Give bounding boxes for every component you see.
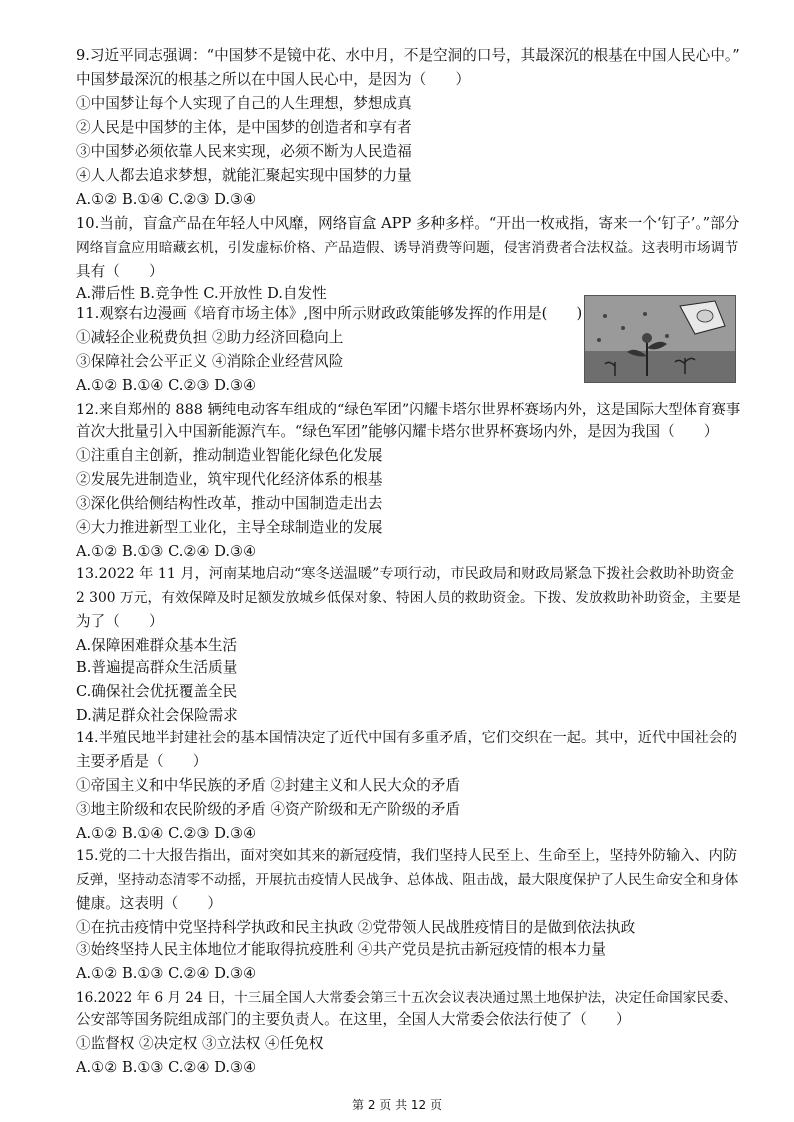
q14-stem-line1: 14.半殖民地半封建社会的基本国情决定了近代中国有多重矛盾，它们交织在一起。其中，近代中国社会的 <box>76 730 738 746</box>
q9-option-4: ④人人都去追求梦想，就能汇聚起实现中国梦的力量 <box>76 167 412 184</box>
q13-stem-line2: 2 300 万元，有效保障及时足额发放城乡低保对象、特困人员的救助资金。下拨、发放救助补助资金，主要是 <box>76 590 741 606</box>
q14-option-row1: ①帝国主义和中华民族的矛盾 ②封建主义和人民大众的矛盾 <box>76 777 461 794</box>
q15-stem-line2: 反弹，坚持动态清零不动摇，开展抗击疫情人民战争、总体战、阻击战，最大限度保护了人民生命安全和身体 <box>76 872 739 888</box>
q9-option-1: ①中国梦让每个人实现了自己的人生理想，梦想成真 <box>76 95 412 112</box>
q13-option-a: A.保障困难群众基本生活 <box>76 637 238 654</box>
q15-option-row1: ①在抗击疫情中党坚持科学执政和民主执政 ②党带领人民战胜疫情目的是做到依法执政 <box>76 919 636 936</box>
q11-option-row1: ①减轻企业税费负担 ②助力经济回稳向上 <box>76 329 344 346</box>
q10-stem-line3: 具有（ ） <box>76 263 164 280</box>
q16-stem-line2: 公安部等国务院组成部门的主要负责人。在这里，全国人大常委会依法行使了（ ） <box>76 1011 631 1028</box>
q9-option-3: ③中国梦必须依靠人民来实现，必须不断为人民造福 <box>76 143 412 160</box>
q15-stem-line1: 15.党的二十大报告指出，面对突如其来的新冠疫情，我们坚持人民至上、生命至上，坚持外防输入、内防 <box>76 848 738 864</box>
q10-stem-line2: 网络盲盒应用暗藏玄机，引发虚标价格、产品造假、诱导消费等问题，侵害消费者合法权益。这表明市场调节 <box>76 240 739 256</box>
q15-answers: A.①② B.①③ C.②④ D.③④ <box>76 965 257 982</box>
q9-option-2: ②人民是中国梦的主体，是中国梦的创造者和享有者 <box>76 119 412 136</box>
q10-stem-line1: 10.当前，盲盒产品在年轻人中风靡，网络盲盒 APP 多种多样。“开出一枚戒指，寄来一个‘钉子’。”部分 <box>76 215 740 232</box>
q12-option-4: ④大力推进新型工业化，主导全球制造业的发展 <box>76 519 383 536</box>
q13-option-b: B.普遍提高群众生活质量 <box>76 659 238 676</box>
q12-answers: A.①② B.①③ C.②④ D.③④ <box>76 543 257 560</box>
q10-answers: A.滞后性 B.竞争性 C.开放性 D.自发性 <box>76 285 327 302</box>
q16-options: ①监督权 ②决定权 ③立法权 ④任免权 <box>76 1035 324 1052</box>
q14-option-row2: ③地主阶级和农民阶级的矛盾 ④资产阶级和无产阶级的矛盾 <box>76 801 461 818</box>
cartoon-illustration <box>585 296 735 382</box>
q11-stem: 11.观察右边漫画《培育市场主体》,图中所示财政政策能够发挥的作用是( ) <box>76 305 583 322</box>
q12-stem-line2: 首次大批量引入中国新能源汽车。“绿色军团”能够闪耀卡塔尔世界杯赛场内外，是因为我国（ ） <box>76 423 719 440</box>
q14-stem-line2: 主要矛盾是（ ） <box>76 753 208 770</box>
q13-option-c: C.确保社会优抚覆盖全民 <box>76 683 238 700</box>
q13-stem-line3: 为了（ ） <box>76 613 164 630</box>
page-number-footer: 第 2 页 共 12 页 <box>352 1098 442 1112</box>
q12-option-2: ②发展先进制造业，筑牢现代化经济体系的根基 <box>76 471 383 488</box>
q9-stem-line1: 9.习近平同志强调：“中国梦不是镜中花、水中月，不是空洞的口号，其最深沉的根基在中国人民心中。” <box>76 47 740 64</box>
q9-stem-line2: 中国梦最深沉的根基之所以在中国人民心中，是因为（ ） <box>76 71 471 88</box>
q11-answers: A.①② B.①④ C.②③ D.③④ <box>76 377 257 394</box>
q14-answers: A.①② B.①④ C.②③ D.③④ <box>76 825 257 842</box>
q15-stem-line3: 健康。这表明（ ） <box>76 895 222 912</box>
q16-stem-line1: 16.2022 年 6 月 24 日，十三届全国人大常委会第三十五次会议表决通过黑土地保护法，决定任命国家民委、 <box>76 990 738 1006</box>
q13-option-d: D.满足群众社会保险需求 <box>76 707 238 724</box>
q12-option-3: ③深化供给侧结构性改革，推动中国制造走出去 <box>76 495 383 512</box>
q16-answers: A.①② B.①③ C.②④ D.③④ <box>76 1059 257 1076</box>
q12-option-1: ①注重自主创新，推动制造业智能化绿色化发展 <box>76 447 383 464</box>
q9-answers: A.①② B.①④ C.②③ D.③④ <box>76 191 257 208</box>
q15-option-row2: ③始终坚持人民主体地位才能取得抗疫胜利 ④共产党员是抗击新冠疫情的根本力量 <box>76 941 607 958</box>
q11-option-row2: ③保障社会公平正义 ④消除企业经营风险 <box>76 353 344 370</box>
q12-stem-line1: 12.来自郑州的 888 辆纯电动客车组成的“绿色军团”闪耀卡塔尔世界杯赛场内外，这是国际大型体育赛事 <box>76 402 741 418</box>
cartoon-image <box>584 295 736 383</box>
q13-stem-line1: 13.2022 年 11 月，河南某地启动“寒冬送温暖”专项行动，市民政局和财政局紧急下拨社会救助补助资金 <box>76 566 735 582</box>
